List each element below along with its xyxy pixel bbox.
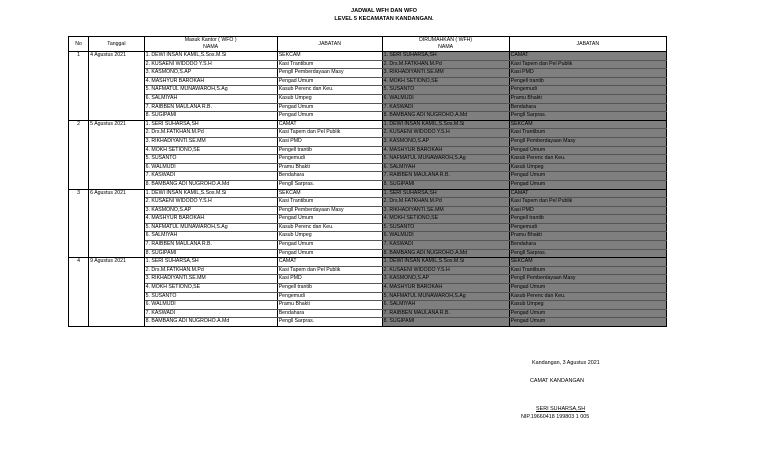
row-date [89, 77, 144, 86]
wfh-position: Bendahara [509, 103, 666, 112]
table-row [69, 120, 667, 129]
wfo-name: 2. Drs.M.FATKHAN.M.Pd [144, 266, 277, 275]
wfh-name: 8. SUGIPAMI [382, 318, 509, 327]
wfo-position: Pengad Umum [277, 249, 382, 258]
row-date [89, 318, 144, 327]
wfh-name: 4. MASHYUR BAROKAH [382, 284, 509, 293]
wfo-position: Pengad Umum [277, 112, 382, 121]
table-row [69, 206, 667, 215]
wfh-position: Kasub Perenc dan Keu. [509, 292, 666, 301]
wfh-name: 1. SERI SUHARSA,SH [382, 52, 509, 61]
row-number [69, 241, 89, 250]
row-number [69, 249, 89, 258]
table-row [69, 284, 667, 293]
row-date [89, 69, 144, 78]
table-row [69, 52, 667, 61]
row-date [89, 94, 144, 103]
wfh-name: 1. DEWI INSAN KAMIL,S.Sos.M.Si [382, 120, 509, 129]
wfh-position: Kasi PMD [509, 206, 666, 215]
row-date [89, 275, 144, 284]
row-date: 6 Agustus 2021 [89, 189, 144, 198]
wfh-position: Kasi Tapem dan Pel Publik [509, 198, 666, 207]
row-date [89, 223, 144, 232]
row-date [89, 112, 144, 121]
row-number [69, 146, 89, 155]
wfo-position: Pengemudi [277, 292, 382, 301]
row-date [89, 309, 144, 318]
row-number [69, 301, 89, 310]
row-date [89, 232, 144, 241]
wfo-position: Pengad Umum [277, 103, 382, 112]
row-number [69, 292, 89, 301]
header-dirumahkan [382, 37, 509, 52]
row-date [89, 163, 144, 172]
row-date [89, 129, 144, 138]
wfh-position: Kasi Trantibum [509, 129, 666, 138]
table-row [69, 309, 667, 318]
wfo-name: 7. KASWADI [144, 309, 277, 318]
wfo-position: Kasi PMD [277, 137, 382, 146]
row-number: 1 [69, 52, 89, 61]
row-date [89, 241, 144, 250]
wfh-name: 3. RIKHADIYANTI.SE.MM [382, 206, 509, 215]
row-date: 9 Agustus 2021 [89, 258, 144, 267]
wfo-position: Kasi Trantibum [277, 198, 382, 207]
row-number [69, 232, 89, 241]
wfo-position: Pengell trantib [277, 284, 382, 293]
header-masuk-kantor-nama: NAMA [203, 44, 219, 50]
wfo-position: SEKCAM [277, 189, 382, 198]
wfo-name: 8. BAMBANG ADI NUGROHO.A.Md [144, 318, 277, 327]
row-number [69, 163, 89, 172]
document-subtitle: LEVEL 5 KECAMATAN KANDANGAN. [334, 16, 434, 22]
wfo-position: Pengemudi [277, 155, 382, 164]
wfh-position: Bendahara [509, 241, 666, 250]
wfo-name: 3. KASMONO,S.AP [144, 69, 277, 78]
wfo-position: Pengell trantib [277, 146, 382, 155]
schedule-table-body [69, 52, 667, 327]
header-jabatan-wfh: JABATAN [509, 37, 666, 52]
row-number [69, 172, 89, 181]
wfo-position: Kasub Umpeg [277, 232, 382, 241]
header-dirumahkan-label: DIRUMAHKAN ( WFH) [419, 37, 473, 43]
row-number [69, 137, 89, 146]
wfo-name: 1. SERI SUHARSA,SH [144, 120, 277, 129]
wfh-position: Kasi Trantibum [509, 266, 666, 275]
document-title: JADWAL WFH DAN WFO [350, 8, 418, 14]
wfo-position: SEKCAM [277, 52, 382, 61]
wfh-name: 6. SALMIYAH [382, 301, 509, 310]
row-date [89, 301, 144, 310]
wfo-position: Kasi PMD [277, 275, 382, 284]
header-masuk-kantor [144, 37, 277, 52]
wfo-name: 1. SERI SUHARSA,SH [144, 258, 277, 267]
wfo-position: Kasub Perenc dan Keu. [277, 86, 382, 95]
wfo-position: Kasub Perenc dan Keu. [277, 223, 382, 232]
row-date [89, 60, 144, 69]
table-row [69, 215, 667, 224]
wfh-name: 2. Drs.M.FATKHAN.M.Pd [382, 198, 509, 207]
wfh-name: 5. NAFMATUL MUNAWAROH,S.Ag [382, 292, 509, 301]
wfo-name: 5. NAFMATUL MUNAWAROH,S.Ag [144, 86, 277, 95]
wfo-position: Kasi Trantibum [277, 60, 382, 69]
wfh-name: 3. KASMONO,S.AP [382, 275, 509, 284]
wfo-position: Kasi Tapem dan Pel Publik [277, 129, 382, 138]
signature-nip: NIP.19660418 199803 1 005 [521, 414, 590, 420]
wfh-name: 5. SUSANTO [382, 86, 509, 95]
table-row [69, 189, 667, 198]
wfh-name: 4. MASHYUR BAROKAH [382, 146, 509, 155]
row-date: 4 Agustus 2021 [89, 52, 144, 61]
signature-name: SERI SUHARSA,SH [536, 406, 586, 412]
table-row [69, 223, 667, 232]
row-number: 2 [69, 120, 89, 129]
wfo-position: Pramu Bhakti [277, 163, 382, 172]
row-date [89, 284, 144, 293]
row-date [89, 137, 144, 146]
wfh-name: 8. SUGIPAMI [382, 180, 509, 189]
header-masuk-kantor-label: Masuk Kantor ( WFO ) [184, 37, 237, 43]
header-dirumahkan-nama: NAMA [438, 44, 454, 50]
wfo-name: 4. MASHYUR BAROKAH [144, 215, 277, 224]
wfo-position: Pengad Umum [277, 77, 382, 86]
wfo-name: 2. KUSAENI WIDODO Y.S.H [144, 60, 277, 69]
signature-place-date: Kandangan, 3 Agustus 2021 [532, 360, 600, 366]
row-number [69, 198, 89, 207]
row-number [69, 69, 89, 78]
wfo-position: Kasi Tapem dan Pel Publik [277, 266, 382, 275]
wfo-position: Pengll Sarpras. [277, 180, 382, 189]
wfh-position: Kasi Tapem dan Pel Publik [509, 60, 666, 69]
header-tanggal: Tanggal [89, 37, 144, 52]
wfo-name: 7. KASWADI [144, 172, 277, 181]
wfh-position: Pengad Umum [509, 309, 666, 318]
wfo-position: Pengll Sarpras. [277, 318, 382, 327]
table-row [69, 249, 667, 258]
row-number [69, 215, 89, 224]
row-number [69, 60, 89, 69]
row-number [69, 284, 89, 293]
wfo-name: 8. SUGIPAMI [144, 249, 277, 258]
wfo-position: Pengll Pemberdayaan Masy [277, 206, 382, 215]
table-row [69, 146, 667, 155]
signature-role: CAMAT KANDANGAN [530, 378, 585, 384]
row-number: 4 [69, 258, 89, 267]
wfh-position: SEKCAM [509, 258, 666, 267]
wfo-name: 6. WALMUDI [144, 163, 277, 172]
wfh-position: Kasub Perenc dan Keu. [509, 155, 666, 164]
wfh-name: 7. KASWADI [382, 103, 509, 112]
wfh-position: Pengad Umum [509, 284, 666, 293]
wfo-position: Pengll Pemberdayaan Masy [277, 69, 382, 78]
wfh-name: 1. SERI SUHARSA,SH [382, 189, 509, 198]
wfo-name: 7. RAIBBEN MAULANA R.B. [144, 241, 277, 250]
wfh-name: 7. KASWADI [382, 241, 509, 250]
wfo-position: Bendahara [277, 172, 382, 181]
wfh-position: Kasi PMD [509, 69, 666, 78]
wfh-position: CAMAT [509, 52, 666, 61]
table-row [69, 137, 667, 146]
wfh-position: Pengll Sarpras. [509, 249, 666, 258]
wfh-name: 2. KUSAENI WIDODO Y.S.H [382, 266, 509, 275]
wfo-name: 8. BAMBANG ADI NUGROHO.A.Md [144, 180, 277, 189]
wfo-name: 6. WALMUDI [144, 301, 277, 310]
table-row [69, 318, 667, 327]
row-date [89, 155, 144, 164]
wfh-position: Pengad Umum [509, 180, 666, 189]
wfh-name: 1. DEWI INSAN KAMIL,S.Sos.M.Si [382, 258, 509, 267]
row-number [69, 86, 89, 95]
wfh-position: Pengell trantib [509, 77, 666, 86]
wfh-position: CAMAT [509, 189, 666, 198]
row-date [89, 215, 144, 224]
wfh-name: 3. KASMONO,S.AP [382, 137, 509, 146]
row-number [69, 223, 89, 232]
table-row [69, 86, 667, 95]
table-row [69, 232, 667, 241]
table-row [69, 241, 667, 250]
wfo-name: 2. Drs.M.FATKHAN.M.Pd [144, 129, 277, 138]
wfo-name: 5. NAFMATUL MUNAWAROH,S.Ag [144, 223, 277, 232]
row-date [89, 172, 144, 181]
schedule-table [68, 36, 667, 327]
row-number [69, 94, 89, 103]
wfh-name: 5. SUSANTO [382, 223, 509, 232]
wfo-name: 4. MOKH SETIONO,SE [144, 146, 277, 155]
wfo-name: 3. RIKHADIYANTI.SE.MM [144, 275, 277, 284]
row-date [89, 180, 144, 189]
table-row [69, 172, 667, 181]
wfo-position: Kasub Umpeg [277, 94, 382, 103]
wfh-position: Pengad Umum [509, 146, 666, 155]
header-no: No [69, 37, 89, 52]
wfh-name: 4. MOKH SETIONO,SE [382, 77, 509, 86]
wfo-position: Pengad Umum [277, 215, 382, 224]
table-row [69, 155, 667, 164]
wfo-position: CAMAT [277, 120, 382, 129]
row-number: 3 [69, 189, 89, 198]
wfh-position: Pengemudi [509, 223, 666, 232]
wfh-name: 6. SALMIYAH [382, 163, 509, 172]
wfo-name: 3. RIKHADIYANTI.SE.MM [144, 137, 277, 146]
row-date [89, 86, 144, 95]
row-date [89, 198, 144, 207]
wfo-name: 5. SUSANTO [144, 155, 277, 164]
wfh-name: 6. WALMUDI [382, 94, 509, 103]
wfh-position: SEKCAM [509, 120, 666, 129]
row-number [69, 206, 89, 215]
wfh-position: Pengad Umum [509, 172, 666, 181]
wfo-position: Pengad Umum [277, 241, 382, 250]
row-date [89, 146, 144, 155]
wfo-name: 4. MOKH SETIONO,SE [144, 284, 277, 293]
wfh-name: 4. MOKH SETIONO,SE [382, 215, 509, 224]
row-number [69, 103, 89, 112]
table-row [69, 301, 667, 310]
wfo-name: 4. MASHYUR BAROKAH [144, 77, 277, 86]
wfh-name: 2. Drs.M.FATKHAN.M.Pd [382, 60, 509, 69]
table-row [69, 275, 667, 284]
table-row [69, 163, 667, 172]
table-row [69, 69, 667, 78]
row-number [69, 180, 89, 189]
table-row [69, 112, 667, 121]
schedule-table-header [69, 37, 667, 52]
row-date: 5 Agustus 2021 [89, 120, 144, 129]
wfo-position: Pramu Bhakti [277, 301, 382, 310]
wfh-position: Pengemudi [509, 86, 666, 95]
row-number [69, 266, 89, 275]
row-date [89, 292, 144, 301]
wfo-position: CAMAT [277, 258, 382, 267]
wfh-name: 5. NAFMATUL MUNAWAROH,S.Ag [382, 155, 509, 164]
wfh-name: 3. RIKHADIYANTI.SE.MM [382, 69, 509, 78]
wfo-name: 8. SUGIPAMI [144, 112, 277, 121]
wfh-position: Kasub Umpeg [509, 301, 666, 310]
row-number [69, 155, 89, 164]
header-jabatan-wfo: JABATAN [277, 37, 382, 52]
row-date [89, 103, 144, 112]
table-row [69, 94, 667, 103]
table-row [69, 77, 667, 86]
row-number [69, 112, 89, 121]
wfo-name: 5. SUSANTO [144, 292, 277, 301]
wfh-position: Pengll Pemberdayaan Masy [509, 137, 666, 146]
wfo-name: 3. KASMONO,S.AP [144, 206, 277, 215]
wfh-position: Pengll Pemberdayaan Masy [509, 275, 666, 284]
table-row [69, 129, 667, 138]
wfh-name: 2. KUSAENI WIDODO Y.S.H [382, 129, 509, 138]
wfo-name: 6. SALMIYAH [144, 232, 277, 241]
table-row [69, 266, 667, 275]
wfh-position: Pengll Sarpras. [509, 112, 666, 121]
row-date [89, 266, 144, 275]
table-row [69, 198, 667, 207]
row-number [69, 129, 89, 138]
table-row [69, 292, 667, 301]
wfh-position: Pramu Bhakti [509, 94, 666, 103]
wfh-position: Pramu Bhakti [509, 232, 666, 241]
wfh-name: 8. BAMBANG ADI NUGROHO.A.Md [382, 112, 509, 121]
wfh-name: 7. RAIBBEN MAULANA R.B. [382, 172, 509, 181]
table-row [69, 103, 667, 112]
wfo-name: 1. DEWI INSAN KAMIL,S.Sos.M.Si [144, 189, 277, 198]
wfo-name: 6. SALMIYAH [144, 94, 277, 103]
wfo-position: Bendahara [277, 309, 382, 318]
row-number [69, 77, 89, 86]
wfh-name: 7. RAIBBEN MAULANA R.B. [382, 309, 509, 318]
row-date [89, 249, 144, 258]
table-row [69, 258, 667, 267]
row-date [89, 206, 144, 215]
wfh-position: Pengell trantib [509, 215, 666, 224]
wfo-name: 2. KUSAENI WIDODO Y.S.H [144, 198, 277, 207]
row-number [69, 275, 89, 284]
wfh-name: 8. BAMBANG ADI NUGROHO.A.Md [382, 249, 509, 258]
wfo-name: 7. RAIBBEN MAULANA R.B. [144, 103, 277, 112]
table-row [69, 180, 667, 189]
wfh-name: 6. WALMUDI [382, 232, 509, 241]
row-number [69, 318, 89, 327]
row-number [69, 309, 89, 318]
wfh-position: Pengad Umum [509, 318, 666, 327]
table-row [69, 60, 667, 69]
wfh-position: Kasub Umpeg [509, 163, 666, 172]
wfo-name: 1. DEWI INSAN KAMIL,S.Sos.M.Si [144, 52, 277, 61]
